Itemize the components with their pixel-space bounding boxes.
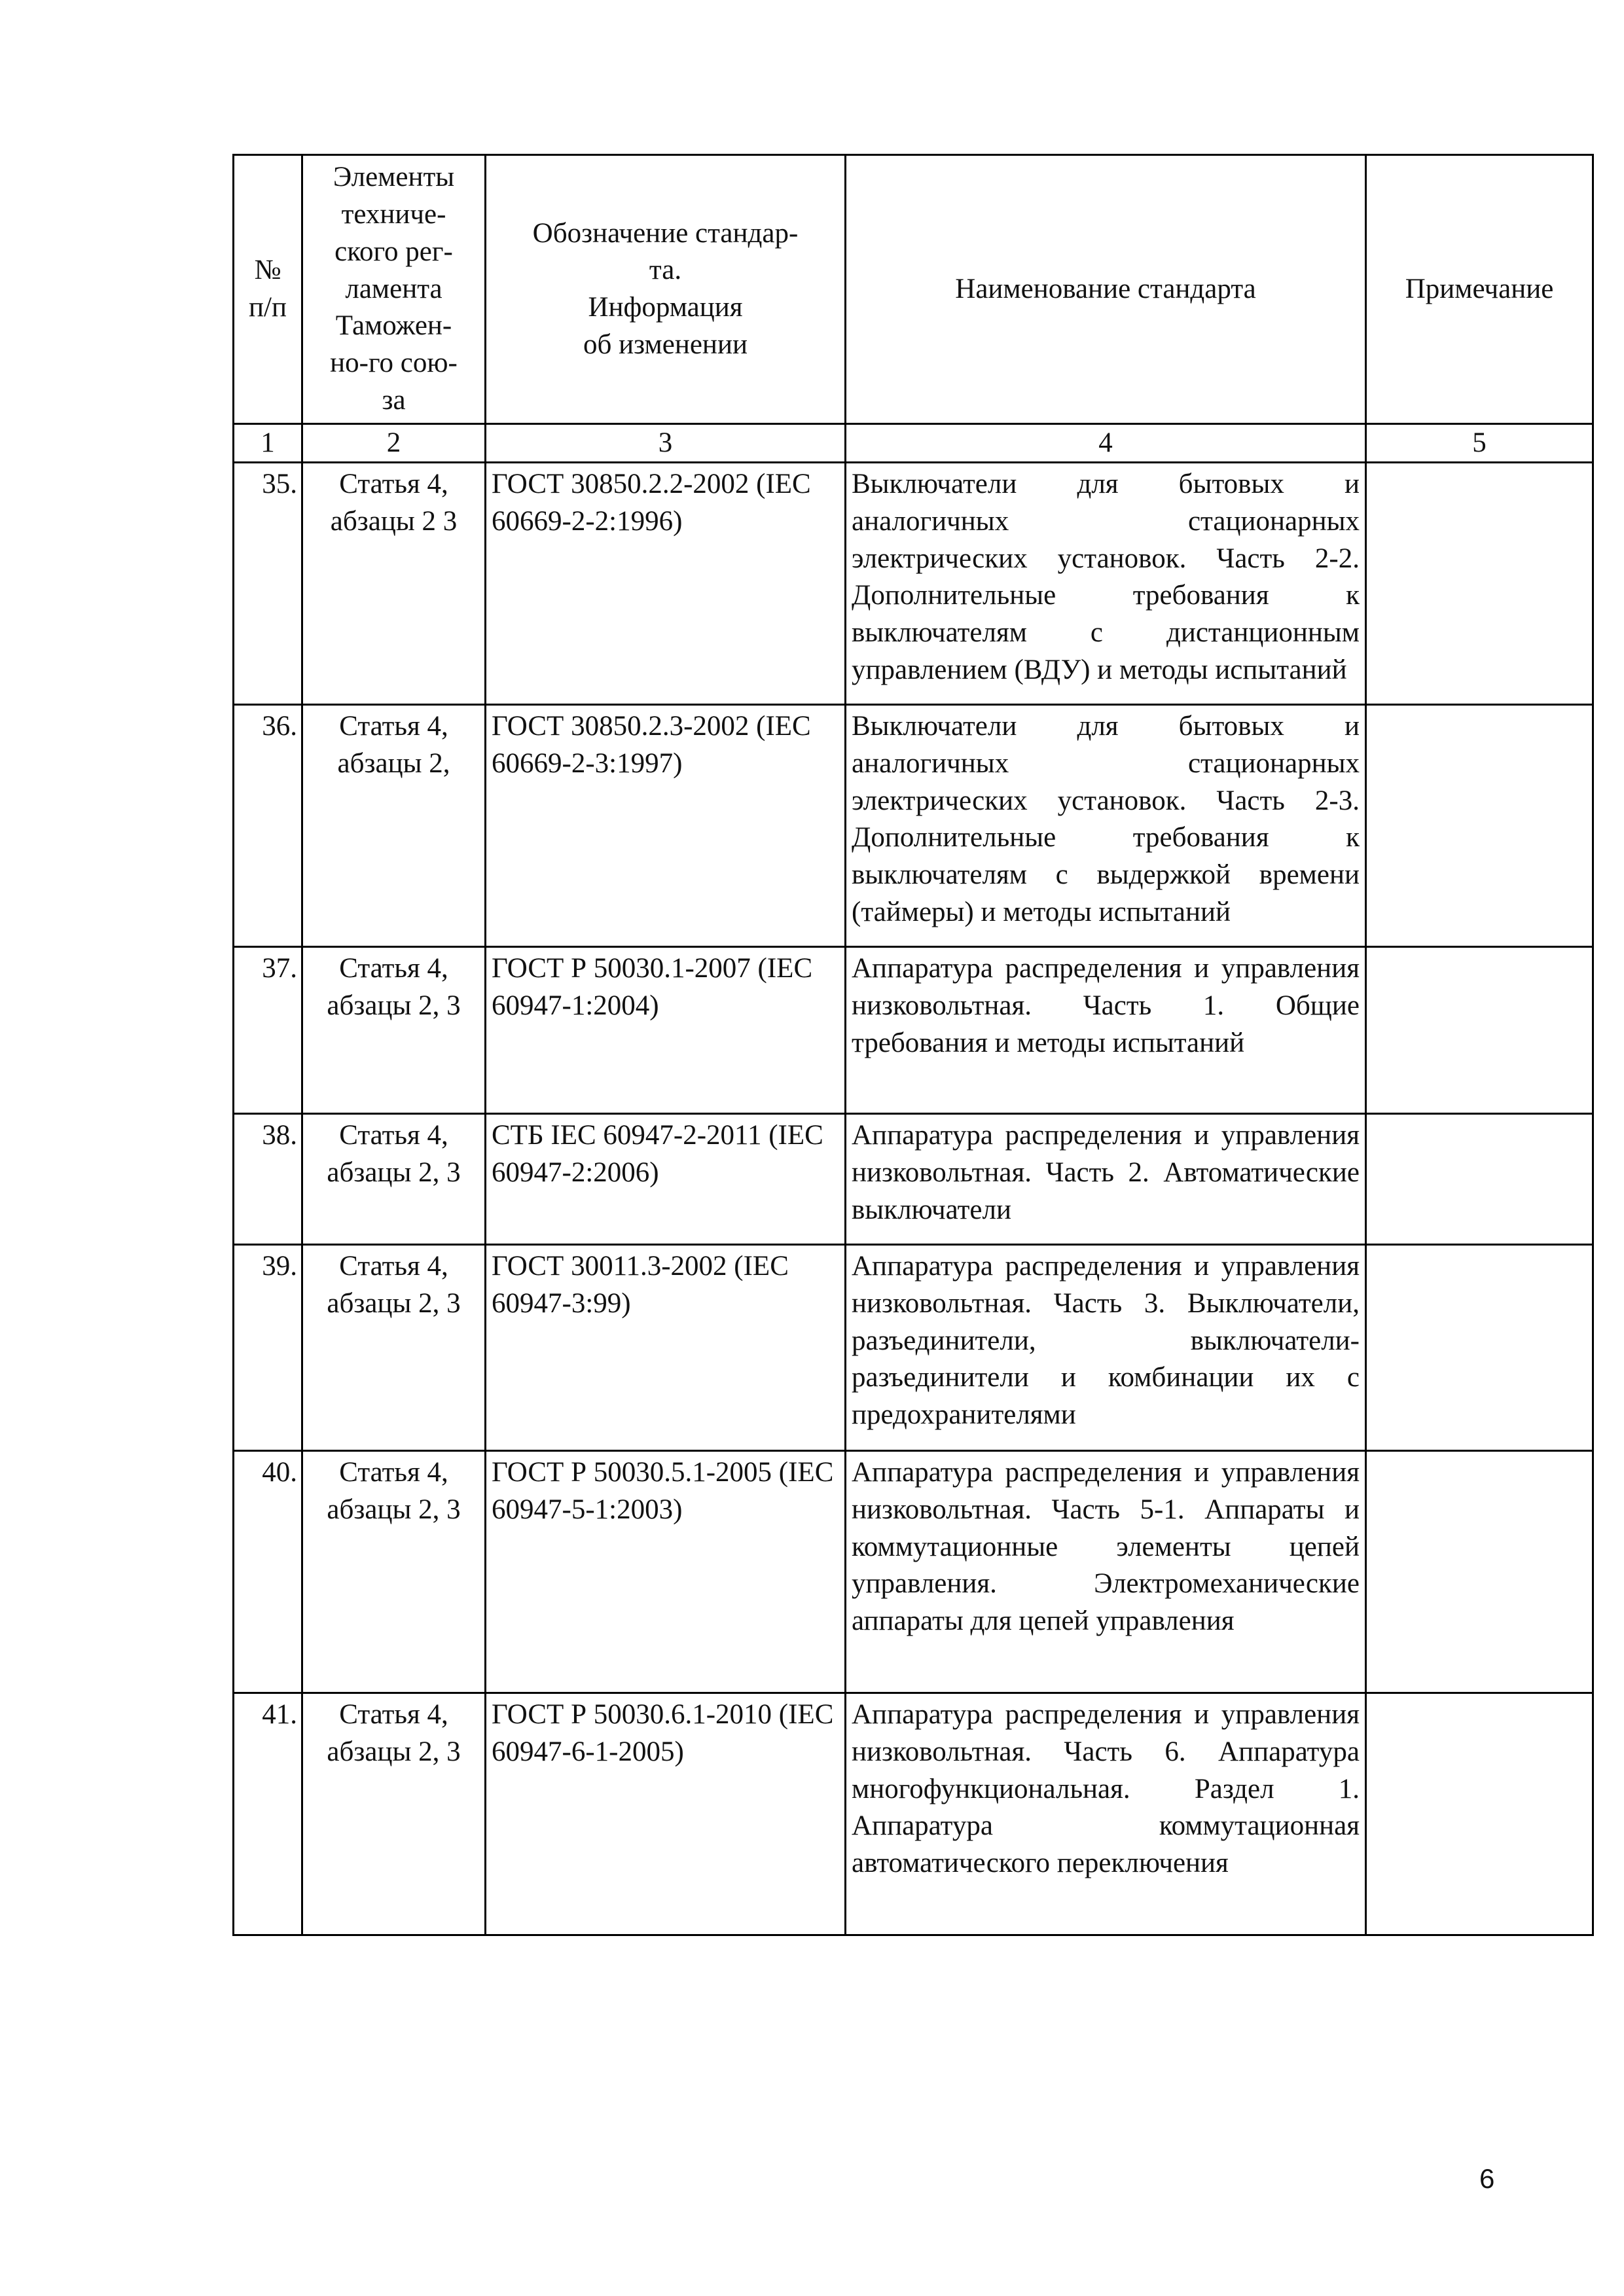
row-name: Аппаратура распределения и управления низковольтная. Часть 2. Автоматические выключатели bbox=[846, 1114, 1366, 1245]
row-element: Статья 4, абзацы 2, bbox=[302, 705, 486, 947]
row-element: Статья 4, абзацы 2 3 bbox=[302, 463, 486, 705]
row-number: 39. bbox=[234, 1245, 302, 1451]
table-row bbox=[234, 463, 1593, 705]
header-note: Примечание bbox=[1366, 155, 1593, 424]
row-code: ГОСТ 30850.2.3-2002 (IEC 60669-2-3:1997) bbox=[486, 705, 846, 947]
table-row bbox=[234, 1245, 1593, 1451]
header-code: Обозначение стандар- та. Информация об изменении bbox=[486, 155, 846, 424]
row-note bbox=[1366, 1245, 1593, 1451]
row-element: Статья 4, абзацы 2, 3 bbox=[302, 1245, 486, 1451]
standards-table bbox=[232, 154, 1594, 1936]
row-element: Статья 4, абзацы 2, 3 bbox=[302, 1693, 486, 1935]
row-name: Аппаратура распределения и управления низковольтная. Часть 6. Аппаратура многофункциональная. Раздел 1. Аппаратура коммутационная автоматического переключения bbox=[846, 1693, 1366, 1935]
column-number: 3 bbox=[486, 424, 846, 463]
row-number: 36. bbox=[234, 705, 302, 947]
row-number: 35. bbox=[234, 463, 302, 705]
column-number: 5 bbox=[1366, 424, 1593, 463]
table-row bbox=[234, 947, 1593, 1114]
row-note bbox=[1366, 1693, 1593, 1935]
row-code: ГОСТ 30011.3-2002 (IEC 60947-3:99) bbox=[486, 1245, 846, 1451]
column-number: 2 bbox=[302, 424, 486, 463]
header-name: Наименование стандарта bbox=[846, 155, 1366, 424]
table-row bbox=[234, 1693, 1593, 1935]
table-row bbox=[234, 1451, 1593, 1693]
row-code: ГОСТ Р 50030.1-2007 (IEC 60947-1:2004) bbox=[486, 947, 846, 1114]
row-element: Статья 4, абзацы 2, 3 bbox=[302, 1114, 486, 1245]
row-number: 38. bbox=[234, 1114, 302, 1245]
row-code: ГОСТ Р 50030.5.1-2005 (IEC 60947-5-1:2003) bbox=[486, 1451, 846, 1693]
column-number-row bbox=[234, 424, 1593, 463]
table-row bbox=[234, 1114, 1593, 1245]
row-name: Выключатели для бытовых и аналогичных стационарных электрических установок. Часть 2-3. Дополнительные требования к выключателям с выдержкой времени (таймеры) и методы испытаний bbox=[846, 705, 1366, 947]
row-element: Статья 4, абзацы 2, 3 bbox=[302, 947, 486, 1114]
row-number: 41. bbox=[234, 1693, 302, 1935]
row-note bbox=[1366, 947, 1593, 1114]
row-note bbox=[1366, 705, 1593, 947]
row-name: Выключатели для бытовых и аналогичных стационарных электрических установок. Часть 2-2. Дополнительные требования к выключателям с дистанционным управлением (ВДУ) и методы испытаний bbox=[846, 463, 1366, 705]
row-name: Аппаратура распределения и управления низковольтная. Часть 5-1. Аппараты и коммутационные элементы цепей управления. Электромеханические аппараты для цепей управления bbox=[846, 1451, 1366, 1693]
row-number: 37. bbox=[234, 947, 302, 1114]
table-row bbox=[234, 705, 1593, 947]
header-num: № п/п bbox=[234, 155, 302, 424]
row-code: ГОСТ Р 50030.6.1-2010 (IEC 60947-6-1-2005) bbox=[486, 1693, 846, 1935]
row-note bbox=[1366, 1114, 1593, 1245]
row-number: 40. bbox=[234, 1451, 302, 1693]
column-number: 1 bbox=[234, 424, 302, 463]
header-element: Элементы техниче- ского рег- ламента Таможен- но-го сою- за bbox=[302, 155, 486, 424]
page-number: 6 bbox=[1479, 2163, 1495, 2194]
header-row bbox=[234, 155, 1593, 424]
row-note bbox=[1366, 463, 1593, 705]
row-element: Статья 4, абзацы 2, 3 bbox=[302, 1451, 486, 1693]
row-code: СТБ IEC 60947-2-2011 (IEC 60947-2:2006) bbox=[486, 1114, 846, 1245]
row-note bbox=[1366, 1451, 1593, 1693]
column-number: 4 bbox=[846, 424, 1366, 463]
row-code: ГОСТ 30850.2.2-2002 (IEC 60669-2-2:1996) bbox=[486, 463, 846, 705]
row-name: Аппаратура распределения и управления низковольтная. Часть 1. Общие требования и методы испытаний bbox=[846, 947, 1366, 1114]
row-name: Аппаратура распределения и управления низковольтная. Часть 3. Выключатели, разъединители, выключатели-разъединители и комбинации их с предохранителями bbox=[846, 1245, 1366, 1451]
